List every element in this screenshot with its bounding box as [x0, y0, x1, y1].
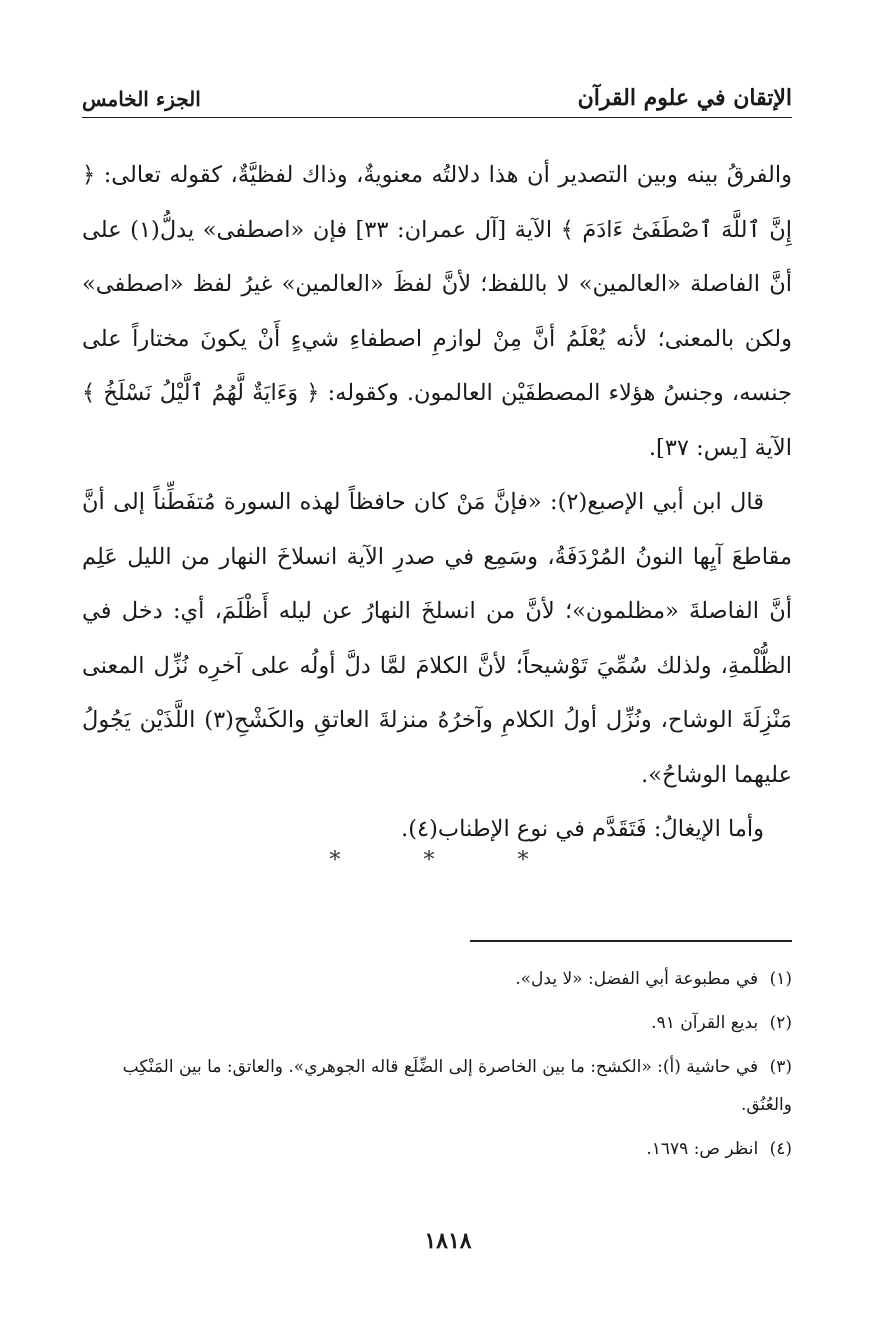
footnote-number: (٣)	[769, 1057, 792, 1077]
paragraph-3: وأما الإيغالُ: فَتَقَدَّم في نوع الإطناب(٤).	[401, 816, 764, 842]
main-text	[82, 148, 792, 857]
footnote-rule	[470, 940, 792, 942]
page-number: ١٨١٨	[424, 1228, 472, 1254]
footnote-3	[82, 1048, 792, 1124]
paragraph-1: والفرقُ بينه وبين التصدير أن هذا دلالتُه معنويةٌ، وذاك لفظيَّةٌ، كقوله تعالى: ﴿ إِنَّ ٱللَّهَ ٱصْطَفَىٰٓ ءَادَمَ ﴾ الآية [آل عمران: ٣٣] فإن «اصطفى» يدلُّ(١) على أنَّ الفاصلة «العالمين» لا باللفظ؛ لأنَّ لفظَ «العالمين» غيرُ لفظ «اصطفى» ولكن بالمعنى؛ لأنه يُعْلَمُ أنَّ مِنْ لوازمِ اصطفاءِ شيءٍ أَنْ يكونَ مختاراً على جنسه، وجنسُ هؤلاء المصطفَيْن العالمون. وكقوله: ﴿ وَءَايَةٌ لَّهُمُ ٱلَّيْلُ نَسْلَخُ ﴾ الآية [يس: ٣٧].	[82, 162, 792, 461]
book-title: الإتقان في علوم القرآن	[577, 85, 792, 111]
footnote-text: في مطبوعة أبي الفضل: «لا يدل».	[515, 969, 759, 989]
paragraph-2: قال ابن أبي الإصبع(٢): «فإنَّ مَنْ كان حافظاً لهذه السورة مُتفَطِّناً إلى أنَّ مقاطعَ آيِها النونُ المُرْدَفَةُ، وسَمِع في صدرِ الآية انسلاخَ النهار من الليل عَلِم أنَّ الفاصلةَ «مظلمون»؛ لأنَّ من انسلخَ النهارُ عن ليله أَظْلَمَ، أي: دخل في الظُّلْمةِ، ولذلك سُمِّيَ تَوْشيحاً؛ لأنَّ الكلامَ لمَّا دلَّ أولُه على آخرِه نُزِّل المعنى مَنْزِلَةَ الوشاح، ونُزِّل أولُ الكلامِ وآخرُهُ منزلةَ العاتقِ والكَشْحِ(٣) اللَّذَيْن يَجُولُ عليهما الوشاحُ».	[82, 489, 792, 788]
running-header	[82, 70, 792, 118]
footnotes	[82, 960, 792, 1174]
section-separator: * * *	[329, 848, 567, 873]
footnote-text: في حاشية (أ): «الكشح: ما بين الخاصرة إلى الضِّلَع قاله الجوهري». والعاتق: ما بين المَنْكِب والعُنُق.	[122, 1057, 792, 1115]
footnote-text: بديع القرآن ٩١.	[651, 1013, 759, 1033]
footnote-4	[82, 1130, 792, 1168]
footnote-2	[82, 1004, 792, 1042]
footnote-number: (٢)	[769, 1013, 792, 1033]
footnote-1	[82, 960, 792, 998]
footnote-number: (١)	[769, 969, 792, 989]
volume-label: الجزء الخامس	[82, 87, 201, 111]
footnote-number: (٤)	[769, 1139, 792, 1159]
footnote-text: انظر ص: ١٦٧٩.	[646, 1139, 759, 1159]
